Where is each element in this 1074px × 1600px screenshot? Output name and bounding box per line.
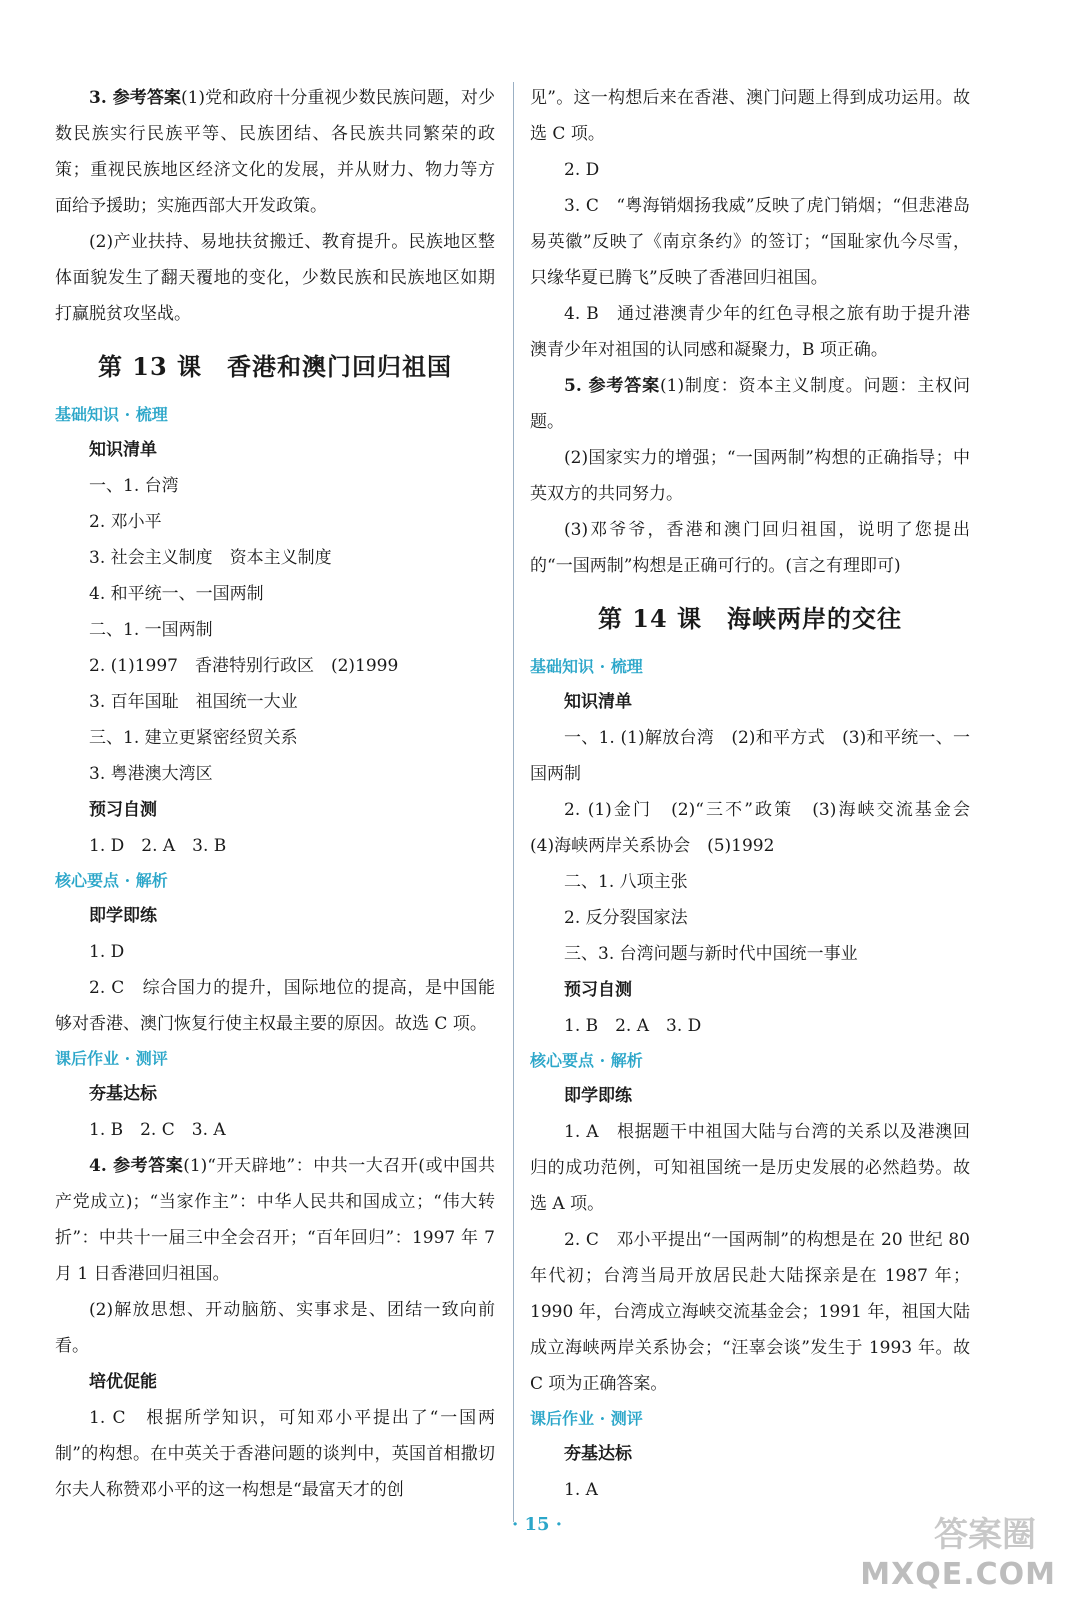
- answer-text: (1)制度：资本主义制度。问题：主权问题。: [530, 376, 970, 432]
- answer-text: (2)产业扶持、易地扶贫搬迁、教育提升。民族地区整体面貌发生了翻天覆地的变化，少数民族和民族地区如期打赢脱贫攻坚战。: [55, 232, 495, 324]
- answer-text: 1. B 2. C 3. A: [89, 1120, 226, 1140]
- answer-text: 1. A: [564, 1480, 598, 1500]
- answer-text: 1. D 2. A 3. B: [89, 836, 227, 856]
- answer-paragraph: [55, 80, 495, 224]
- answer-paragraph: [55, 1148, 495, 1292]
- answer-text: 1. B 2. A 3. D: [564, 1016, 702, 1036]
- answer-text: 三、1. 建立更紧密经贸关系: [89, 728, 298, 748]
- answer-label: 3. 参考答案: [89, 88, 181, 108]
- answer-text: 3. C “粤海销烟扬我威”反映了虎门销烟；“但悲港岛易英徽”反映了《南京条约》的签订；“国耻家仇今尽雪，只缘华夏已腾飞”反映了香港回归祖国。: [530, 196, 970, 288]
- section-heading: 基础知识 · 梳理: [55, 405, 168, 424]
- left-column: [55, 80, 495, 1508]
- answer-label: 4. 参考答案: [89, 1156, 184, 1176]
- subsection-heading: 夯基达标: [564, 1444, 632, 1464]
- answer-text: 2. C 邓小平提出“一国两制”的构想是在 20 世纪 80 年代初；台湾当局开放居民赴大陆探亲是在 1987 年；1990 年，台湾成立海峡交流基金会；1991 年，祖国大陆成立海峡两岸关系协会；“汪辜会谈”发生于 1993 年。故 C 项为正确答案。: [530, 1230, 970, 1394]
- answer-text: 1. A 根据题干中祖国大陆与台湾的关系以及港澳回归的成功范例，可知祖国统一是历史发展的必然趋势。故选 A 项。: [530, 1122, 970, 1214]
- answer-paragraph: [530, 188, 970, 296]
- subsection-heading: 预习自测: [89, 800, 157, 820]
- answer-paragraph: [55, 540, 495, 576]
- answer-text: 见”。这一构想后来在香港、澳门问题上得到成功运用。故选 C 项。: [530, 88, 970, 144]
- answer-text: 一、1. 台湾: [89, 476, 179, 496]
- answer-paragraph: [55, 1292, 495, 1364]
- watermark: MXQE.COM: [860, 1557, 1056, 1592]
- answer-paragraph: [530, 792, 987, 864]
- answer-text: 2. D: [564, 160, 600, 180]
- answer-text: (2)国家实力的增强；“一国两制”构想的正确指导；中英双方的共同努力。: [530, 448, 970, 504]
- section-heading: 核心要点 · 解析: [530, 1051, 643, 1070]
- answer-paragraph: [530, 1008, 970, 1044]
- answer-text: (3)邓爷爷，香港和澳门回归祖国，说明了您提出的“一国两制”构想是正确可行的。(言之有理即可): [530, 520, 970, 576]
- answer-paragraph: [530, 900, 970, 936]
- answer-paragraph: [55, 1400, 495, 1508]
- watermark-logo: 答案圈: [934, 1515, 1036, 1555]
- answer-paragraph: [55, 612, 495, 648]
- answer-text: 3. 社会主义制度 资本主义制度: [89, 548, 332, 568]
- answer-text: 2. 邓小平: [89, 512, 162, 532]
- subsection-heading: 知识清单: [89, 440, 157, 460]
- section-heading: 课后作业 · 测评: [55, 1049, 168, 1068]
- answer-label: 5. 参考答案: [564, 376, 661, 396]
- right-column: [530, 80, 987, 1508]
- answer-paragraph: [530, 1114, 970, 1222]
- answer-paragraph: [55, 828, 495, 864]
- lesson-title: 第 14 课 海峡两岸的交往: [597, 604, 903, 633]
- answer-text: 4. 和平统一、一国两制: [89, 584, 264, 604]
- subsection-heading: 预习自测: [564, 980, 632, 1000]
- section-heading: 核心要点 · 解析: [55, 871, 168, 890]
- answer-paragraph: [530, 440, 970, 512]
- answer-paragraph: [530, 864, 970, 900]
- answer-text: 3. 百年国耻 祖国统一大业: [89, 692, 298, 712]
- answer-text: 2. 反分裂国家法: [564, 908, 688, 928]
- answer-text: 2. C 综合国力的提升，国际地位的提高，是中国能够对香港、澳门恢复行使主权最主要的原因。故选 C 项。: [55, 978, 495, 1034]
- answer-paragraph: [55, 576, 495, 612]
- answer-text: 1. D: [89, 942, 125, 962]
- subsection-heading: 即学即练: [564, 1086, 632, 1106]
- answer-text: 4. B 通过港澳青少年的红色寻根之旅有助于提升港澳青少年对祖国的认同感和凝聚力，B 项正确。: [530, 304, 970, 360]
- subsection-heading: 夯基达标: [89, 1084, 157, 1104]
- subsection-heading: 培优促能: [89, 1372, 157, 1392]
- answer-paragraph: [530, 368, 970, 440]
- answer-paragraph: [55, 468, 495, 504]
- answer-text: 二、1. 八项主张: [564, 872, 688, 892]
- answer-paragraph: [55, 756, 495, 792]
- answer-paragraph: [530, 720, 970, 792]
- answer-paragraph: [55, 934, 495, 970]
- answer-text: 2. (1)1997 香港特别行政区 (2)1999: [89, 656, 399, 676]
- answer-paragraph: [530, 152, 970, 188]
- answer-paragraph: [530, 80, 970, 152]
- lesson-title: 第 13 课 香港和澳门回归祖国: [97, 352, 453, 381]
- answer-paragraph: [530, 512, 970, 584]
- answer-paragraph: [55, 1112, 495, 1148]
- section-heading: 基础知识 · 梳理: [530, 657, 643, 676]
- section-heading: 课后作业 · 测评: [530, 1409, 643, 1428]
- answer-paragraph: [55, 970, 495, 1042]
- answer-text: 3. 粤港澳大湾区: [89, 764, 213, 784]
- subsection-heading: 知识清单: [564, 692, 632, 712]
- answer-text: (1)党和政府十分重视少数民族问题，对少数民族实行民族平等、民族团结、各民族共同繁荣的政策；重视民族地区经济文化的发展，并从财力、物力等方面给予援助；实施西部大开发政策。: [55, 88, 495, 216]
- answer-text: 2. (1)金门 (2)“三不”政策 (3)海峡交流基金会 (4)海峡两岸关系协会 (5)1992: [530, 800, 987, 856]
- answer-paragraph: [530, 296, 970, 368]
- answer-paragraph: [55, 224, 495, 332]
- subsection-heading: 即学即练: [89, 906, 157, 926]
- answer-text: 一、1. (1)解放台湾 (2)和平方式 (3)和平统一、一国两制: [530, 728, 970, 784]
- answer-paragraph: [55, 720, 495, 756]
- answer-paragraph: [530, 1222, 970, 1402]
- answer-paragraph: [55, 684, 495, 720]
- column-divider: [513, 82, 514, 1522]
- answer-text: 1. C 根据所学知识，可知邓小平提出了“一国两制”的构想。在中英关于香港问题的谈判中，英国首相撒切尔夫人称赞邓小平的这一构想是“最富天才的创: [55, 1408, 495, 1500]
- answer-paragraph: [55, 648, 495, 684]
- answer-paragraph: [530, 936, 970, 972]
- answer-paragraph: [55, 504, 495, 540]
- answer-paragraph: [530, 1472, 970, 1508]
- answer-text: (2)解放思想、开动脑筋、实事求是、团结一致向前看。: [55, 1300, 495, 1356]
- page-number: · 15 ·: [511, 1514, 563, 1535]
- answer-text: (1)“开天辟地”：中共一大召开(或中国共产党成立)；“当家作主”：中华人民共和国成立；“伟大转折”：中共十一届三中全会召开；“百年回归”：1997 年 7 月 1 日香港回归祖国。: [55, 1156, 495, 1284]
- answer-text: 三、3. 台湾问题与新时代中国统一事业: [564, 944, 858, 964]
- answer-text: 二、1. 一国两制: [89, 620, 213, 640]
